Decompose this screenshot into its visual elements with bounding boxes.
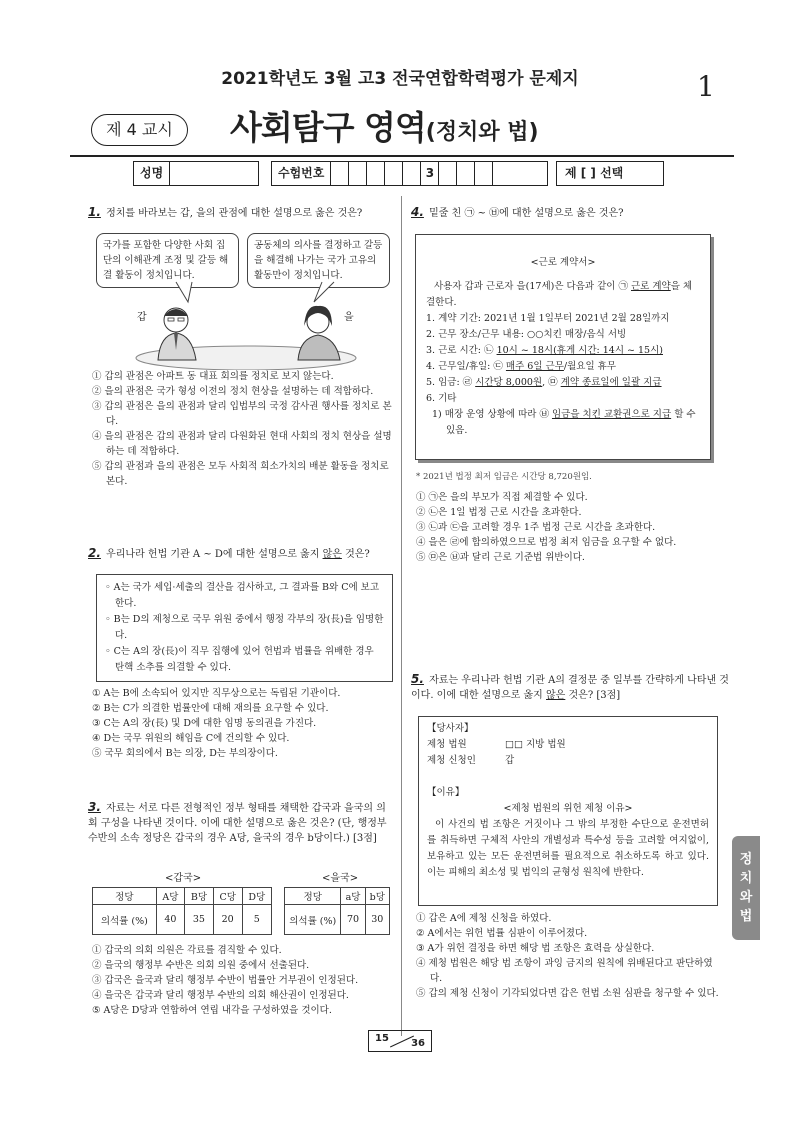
subject-main: 사회탐구 영역: [230, 108, 426, 147]
q3-caption-eul: <을국>: [322, 873, 359, 884]
table-header: a당: [341, 888, 365, 905]
q5-stem: [411, 672, 729, 703]
q4-option-3[interactable]: ③ ㉡과 ㉢을 고려할 경우 1주 법정 근로 시간을 초과한다.: [416, 522, 656, 533]
doc-text: 할 수 있음.: [446, 409, 696, 436]
doc-underline: 10시 ~ 18시(휴게 시간: 14시 ~ 15시): [496, 345, 663, 356]
q1-bubble-gap: 국가를 포함한 다양한 사회 집단의 이해관계 조정 및 갈등 해결 활동이 정치입니다.: [96, 233, 239, 288]
q3-option-3[interactable]: ③ 갑국은 을국과 달리 행정부 수반이 법률안 거부권이 인정된다.: [92, 975, 359, 986]
q5-stem-emphasis: 않은: [546, 690, 566, 701]
table-row-label: 의석률 (%): [285, 905, 341, 935]
column-divider: [401, 196, 402, 1036]
q4-doc-line: [426, 359, 700, 375]
q5-court-label: 제청 법원: [427, 739, 467, 750]
doc-underline: 근로 계약: [630, 281, 671, 292]
q5-option-1[interactable]: ① 갑은 A에 제청 신청을 하였다.: [416, 913, 552, 924]
q4-number: 4.: [411, 205, 424, 219]
q4-doc-title: <근로 계약서>: [530, 257, 596, 268]
q3-caption-gap: <갑국>: [165, 873, 202, 884]
q5-court-value: □□ 지방 법원: [505, 739, 566, 750]
page-total: 36: [411, 1038, 425, 1049]
table-row-label: 의석률 (%): [93, 905, 157, 935]
person-gap-figure: [158, 308, 196, 360]
q4-option-1[interactable]: ① ㉠은 을의 부모가 직접 체결할 수 있다.: [416, 492, 588, 503]
table-header: C당: [213, 888, 242, 905]
table-header: B당: [185, 888, 214, 905]
exam-digit-box: [493, 162, 511, 185]
q1-option-3[interactable]: ③ 갑의 관점은 을의 관점과 달리 입법부의 국정 감사권 행사를 정치로 본다.: [92, 401, 392, 427]
q3-stem-text: 자료는 서로 다른 전형적인 정부 형태를 채택한 갑국과 을국의 의회 구성을 나타낸 것이다. 이에 대한 설명으로 옳은 것은? (단, 행정부 수반의 소속 정당은 갑국의 경우 A당, 을국의 경우 b당이다.) [3점]: [88, 803, 387, 844]
q1-option-4[interactable]: ④ 을의 관점은 갑의 관점과 달리 다원화된 현대 사회의 정치 현상을 설명하는 데 적합하다.: [92, 431, 392, 457]
doc-underline: 계약 종료일에 일괄 지급: [560, 377, 662, 388]
q2-option-3[interactable]: ③ C는 A의 장(長) 및 D에 대한 임명 동의권을 가진다.: [92, 718, 317, 729]
doc-text: 3. 근로 시간: ㉡: [426, 345, 497, 356]
page-current: 15: [375, 1033, 389, 1044]
table-cell: 20: [213, 905, 242, 935]
q4-option-4[interactable]: ④ 을은 ㉣에 합의하였으므로 법정 최저 임금을 요구할 수 없다.: [416, 537, 677, 548]
exam-digit-box-filled: 3: [421, 162, 439, 185]
q5-options: [416, 911, 722, 1001]
q5-option-3[interactable]: ③ A가 위헌 결정을 하면 해당 법 조항은 효력을 상실한다.: [416, 943, 655, 954]
q3-number: 3.: [88, 800, 101, 814]
q5-stem-text: 자료는 우리나라 헌법 기관 A의 결정문 중 일부를 간략하게 나타낸 것이다. 이에 대한 설명으로 옳지: [411, 675, 729, 701]
q3-options: [92, 943, 398, 1018]
exam-digit-box: [457, 162, 475, 185]
q2-box-item: ◦ A는 국가 세입·세출의 결산을 검사하고, 그 결과를 B와 C에 보고한다.: [105, 582, 380, 609]
q2-option-4[interactable]: ④ D는 국무 위원의 해임을 C에 건의할 수 있다.: [92, 733, 290, 744]
doc-text: 을 체결한다.: [426, 281, 693, 308]
q3-stem: [88, 800, 394, 846]
q4-doc-line: [426, 407, 700, 439]
doc-text: 4. 근무일/휴일: ㉢: [426, 361, 506, 372]
header-rule: [70, 155, 734, 157]
q4-doc-line: [426, 343, 700, 359]
table-cell: 40: [156, 905, 184, 935]
q1-stem: [88, 205, 396, 221]
q4-note: * 2021년 법정 최저 임금은 시간당 8,720원임.: [416, 472, 592, 482]
table-header: A당: [156, 888, 184, 905]
table-header: b당: [365, 888, 389, 905]
q2-stem-text: 우리나라 헌법 기관 A ~ D에 대한 설명으로 옳지: [106, 549, 323, 560]
q1-stem-text: 정치를 바라보는 갑, 을의 관점에 대한 설명으로 옳은 것은?: [106, 208, 363, 219]
exam-digit-box: [349, 162, 367, 185]
subject-side-tab: [732, 836, 760, 940]
q2-option-5[interactable]: ⑤ 국무 회의에서 B는 의장, D는 부의장이다.: [92, 748, 278, 759]
doc-text: 1) 매장 운영 상황에 따라 ㉥: [432, 409, 552, 420]
q1-option-1[interactable]: ① 갑의 관점은 아파트 동 대표 회의를 정치로 보지 않는다.: [92, 371, 334, 382]
exam-digit-box: [331, 162, 349, 185]
exam-number-field[interactable]: [271, 161, 548, 186]
table-header: 정당: [93, 888, 157, 905]
q5-decision-box: [418, 716, 718, 906]
q1-options: [92, 369, 396, 489]
q4-option-5[interactable]: ⑤ ㉤은 ㉥과 달리 근로 기준법 위반이다.: [416, 552, 585, 563]
table-header: 정당: [285, 888, 341, 905]
q2-stem-tail: 것은?: [341, 549, 370, 560]
q1-label-gap: 갑: [137, 312, 147, 323]
q3-option-4[interactable]: ④ 을국은 갑국과 달리 행정부 수반의 의회 해산권이 인정된다.: [92, 990, 349, 1001]
name-label: 성명: [134, 162, 170, 185]
exam-digit-box: [475, 162, 493, 185]
name-field[interactable]: [133, 161, 259, 186]
q5-box-reason-text: 이 사건의 법 조항은 거짓이나 그 밖의 부정한 수단으로 운전면허를 취득하면 구체적 사안의 개별성과 특수성 등을 고려할 여지없이, 보유하고 있는 모든 운전면허를 필요적으로 취소하도록 하고 있다. 이는 피해의 최소성 및 법익의 균형성 원칙에 반한다.: [427, 819, 709, 878]
q5-box-reason: 【이유】: [427, 787, 465, 798]
q2-stem: [88, 546, 396, 562]
exam-number-label: 수험번호: [272, 162, 331, 185]
q5-option-2[interactable]: ② A에서는 위헌 법률 심판이 이루어졌다.: [416, 928, 588, 939]
q5-number: 5.: [411, 672, 424, 686]
q4-stem: [411, 205, 729, 221]
doc-text: /월요일 휴무: [563, 361, 617, 372]
q4-doc-line: 2. 근무 장소/근무 내용: ○○치킨 매장/음식 서빙: [426, 329, 627, 340]
q3-option-1[interactable]: ① 갑국의 의회 의원은 각료를 겸직할 수 있다.: [92, 945, 282, 956]
q2-option-1[interactable]: ① A는 B에 소속되어 있지만 직무상으로는 독립된 기관이다.: [92, 688, 341, 699]
q4-doc-line: 6. 기타: [426, 393, 457, 404]
doc-text: 사용자 갑과 근로자 을(17세)은 다음과 같이 ㉠: [434, 281, 631, 292]
q2-box-item: ◦ C는 A의 장(長)이 직무 집행에 있어 헌법과 법률을 위배한 경우 탄핵 소추를 의결할 수 있다.: [105, 646, 374, 673]
q1-option-2[interactable]: ② 을의 관점은 국가 형성 이전의 정치 현상을 설명하는 데 적합하다.: [92, 386, 374, 397]
q1-bubble-eul: 공동체의 의사를 결정하고 갈등을 해결해 나가는 국가 고유의 활동만이 정치입니다.: [247, 233, 390, 288]
q5-box-reason-title: <제청 법원의 위헌 제청 이유>: [503, 803, 633, 814]
q3-table-gap: [92, 887, 272, 935]
session-badge: 제 4 교시: [91, 114, 188, 146]
exam-digit-box: [403, 162, 421, 185]
q4-contract-box: [415, 234, 711, 460]
q2-box: [96, 574, 393, 682]
q2-box-item: ◦ B는 D의 제청으로 국무 위원 중에서 행정 각부의 장(長)을 임명한다.: [105, 614, 384, 641]
q2-options: [92, 686, 396, 761]
exam-digit-box: [367, 162, 385, 185]
q4-stem-text: 밑줄 친 ㉠ ~ ㉥에 대한 설명으로 옳은 것은?: [429, 208, 624, 219]
subject-title: [230, 102, 539, 149]
q4-doc-line: [426, 375, 700, 391]
page-counter: [368, 1030, 432, 1052]
person-eul-figure: [298, 306, 340, 360]
table-header: D당: [242, 888, 271, 905]
q1-label-eul: 을: [344, 312, 354, 323]
table-cell: 30: [365, 905, 389, 935]
q5-option-5[interactable]: ⑤ 갑의 제청 신청이 기각되었다면 갑은 헌법 소원 심판을 청구할 수 있다.: [416, 988, 719, 999]
exam-digit-box: [385, 162, 403, 185]
exam-digit-box: [439, 162, 457, 185]
q4-option-2[interactable]: ② ㉡은 1일 법정 근로 시간을 초과한다.: [416, 507, 582, 518]
q2-option-2[interactable]: ② B는 C가 의결한 법률안에 대해 재의를 요구할 수 있다.: [92, 703, 329, 714]
subject-sub: (정치와 법): [425, 120, 539, 145]
doc-underline: 매주 6일 근무: [505, 361, 564, 372]
q5-applicant-label: 제청 신청인: [427, 755, 476, 766]
q5-stem-tail: 것은? [3점]: [565, 690, 621, 701]
q2-stem-emphasis: 않은: [322, 549, 342, 560]
doc-text: , ㉤: [542, 377, 561, 388]
table-cell: 5: [242, 905, 271, 935]
q5-box-applicant: [427, 753, 709, 769]
choice-label: 제 [ ] 선택: [565, 166, 624, 180]
q4-doc-line: 1. 계약 기간: 2021년 1월 1일부터 2021년 2월 28일까지: [426, 313, 670, 324]
q1-number: 1.: [88, 205, 101, 219]
q5-box-court: [427, 737, 709, 753]
q4-doc-intro: [426, 279, 700, 311]
q2-number: 2.: [88, 546, 101, 560]
page-number: 1: [697, 70, 715, 103]
q3-table-eul: [284, 887, 390, 935]
doc-text: 5. 임금: ㉣: [426, 377, 476, 388]
table-cell: 35: [185, 905, 214, 935]
q1-illustration: [96, 280, 396, 370]
q5-applicant-value: 갑: [505, 755, 515, 766]
doc-underline: 임금을 치킨 교환권으로 지급: [551, 409, 672, 420]
q5-box-party: 【당사자】: [427, 723, 474, 734]
exam-title: 2021학년도 3월 고3 전국연합학력평가 문제지: [221, 69, 579, 89]
side-tab-label: 정치와 법: [739, 852, 753, 924]
doc-underline: 시간당 8,000원: [475, 377, 543, 388]
choice-field[interactable]: [556, 161, 664, 186]
q1-option-5[interactable]: ⑤ 갑의 관점과 을의 관점은 모두 사회적 희소가치의 배분 활동을 정치로 본다.: [92, 461, 389, 487]
q4-options: [416, 490, 732, 565]
q3-option-2[interactable]: ② 을국의 행정부 수반은 의회 의원 중에서 선출된다.: [92, 960, 310, 971]
q3-option-5[interactable]: ⑤ A당은 D당과 연합하여 연립 내각을 구성하였을 것이다.: [92, 1005, 332, 1016]
table-cell: 70: [341, 905, 365, 935]
q5-option-4[interactable]: ④ 제청 법원은 해당 법 조항이 과잉 금지의 원칙에 위배된다고 판단하였다.: [416, 958, 713, 984]
